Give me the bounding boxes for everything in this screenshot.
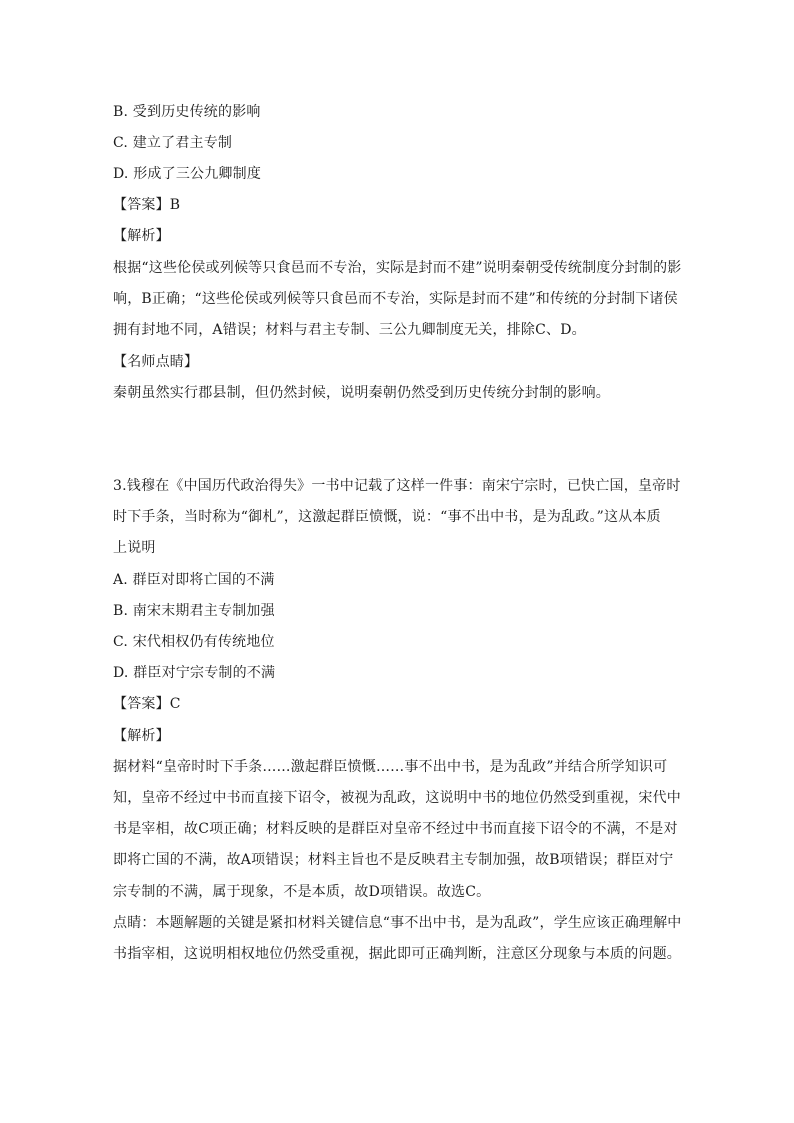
q3-analysis-line-5: 宗专制的不满，属于现象，不是本质，故D项错误。故选C。 xyxy=(113,884,491,900)
q2-tips-label: 【名师点睛】 xyxy=(113,354,199,370)
q3-answer: 【答案】C xyxy=(113,696,181,712)
q3-analysis-line-4: 即将亡国的不满，故A项错误；材料主旨也不是反映君主专制加强，故B项错误；群臣对宁 xyxy=(113,852,674,868)
q3-analysis-line-1: 据材料“皇帝时时下手条……激起群臣愤慨……事不出中书，是为乱政”并结合所学知识可 xyxy=(113,759,668,775)
q3-option-d: D. 群臣对宁宗专制的不满 xyxy=(113,665,276,681)
q2-answer: 【答案】B xyxy=(113,197,181,213)
q3-stem-line-2: 时下手条，当时称为“御札”，这激起群臣愤慨，说：“事不出中书，是为乱政。”这从本质 xyxy=(113,509,661,525)
q2-option-b: B. 受到历史传统的影响 xyxy=(113,104,261,120)
q3-stem-line-3: 上说明 xyxy=(113,540,156,556)
q2-option-c: C. 建立了君主专制 xyxy=(113,135,233,151)
q3-option-b: B. 南宋末期君主专制加强 xyxy=(113,603,275,619)
q3-tips-line-2: 书指宰相，这说明相权地位仍然受重视，据此即可正确判断，注意区分现象与本质的问题。 xyxy=(113,946,681,962)
q3-stem-line-1: 3.钱穆在《中国历代政治得失》一书中记载了这样一件事：南宋宁宗时，已快亡国，皇帝时 xyxy=(113,478,681,494)
q3-tips-line-1: 点睛：本题解题的关键是紧扣材料关键信息“事不出中书，是为乱政”，学生应该正确理解中 xyxy=(113,915,682,931)
q3-analysis-label: 【解析】 xyxy=(113,728,170,744)
q2-analysis-label: 【解析】 xyxy=(113,228,170,244)
q3-analysis-line-2: 知，皇帝不经过中书而直接下诏令，被视为乱政，这说明中书的地位仍然受到重视，宋代中 xyxy=(113,790,681,806)
q2-tips-line: 秦朝虽然实行郡县制，但仍然封候，说明秦朝仍然受到历史传统分封制的影响。 xyxy=(113,385,610,401)
q2-analysis-line-1: 根据“这些伦侯或列候等只食邑而不专治，实际是封而不建”说明秦朝受传统制度分封制的影 xyxy=(113,260,682,276)
q3-option-c: C. 宋代相权仍有传统地位 xyxy=(113,634,275,650)
q2-analysis-line-3: 拥有封地不同，A错误；材料与君主专制、三公九卿制度无关，排除C、D。 xyxy=(113,322,586,338)
q3-analysis-line-3: 书是宰相，故C项正确；材料反映的是群臣对皇帝不经过中书而直接下诏令的不满，不是对 xyxy=(113,821,678,837)
q2-analysis-line-2: 响，B正确；“这些伦侯或列候等只食邑而不专治，实际是封而不建”和传统的分封制下诸侯 xyxy=(113,291,678,307)
q3-option-a: A. 群臣对即将亡国的不满 xyxy=(113,572,275,588)
q2-option-d: D. 形成了三公九卿制度 xyxy=(113,166,262,182)
